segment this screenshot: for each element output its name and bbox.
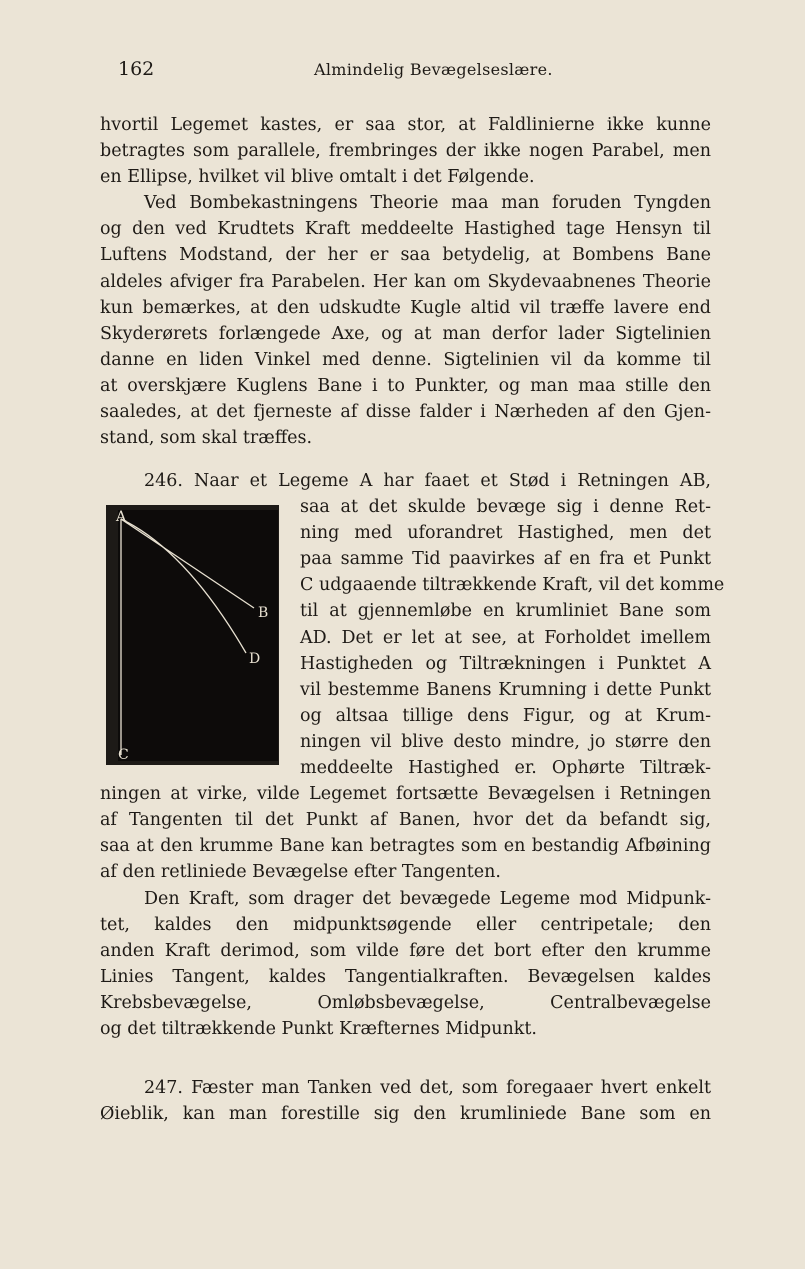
text-line: at overskjære Kuglens Bane i to Punkter, og man maa stille den — [100, 375, 711, 396]
text-line: saa at den krumme Bane kan betragtes som en bestandig Afbøining — [100, 836, 711, 857]
text-line: Hastigheden og Tiltrækningen i Punktet A — [300, 653, 711, 674]
text-line: anden Kraft derimod, som vilde føre det bort efter den krumme — [100, 940, 711, 961]
figure-svg — [106, 505, 279, 765]
text-line: ning med uforandret Hastighed, men det — [300, 523, 711, 544]
text-line: Krebsbevægelse, Omløbsbevægelse, Centralbevægelse — [100, 992, 711, 1013]
label-D: D — [249, 651, 261, 667]
text-line: vil bestemme Banens Krumning i dette Punkt — [300, 679, 711, 700]
text-line: Øieblik, kan man forestille sig den krumliniede Bane som en — [100, 1104, 711, 1125]
text-line: tet, kaldes den midpunktsøgende eller centripetale; den — [100, 914, 711, 935]
text-line: stand, som skal træffes. — [100, 428, 313, 449]
text-line: C udgaaende tiltrækkende Kraft, vil det komme — [300, 575, 725, 596]
figure-field — [118, 510, 278, 761]
page-number: 162 — [118, 58, 155, 80]
text-line: Luftens Modstand, der her er saa betydelig, at Bombens Bane — [100, 245, 711, 266]
central-force-figure — [106, 505, 279, 765]
text-line: AD. Det er let at see, at Forholdet imellem — [300, 627, 711, 648]
text-line: Skyderørets forlængede Axe, og at man derfor lader Sigtelinien — [100, 323, 711, 344]
text-line: Linies Tangent, kaldes Tangentialkraften. Bevægelsen kaldes — [100, 966, 711, 987]
text-line: til at gjennemløbe en krumliniet Bane som — [300, 601, 711, 622]
text-line: og det tiltrækkende Punkt Kræfternes Midpunkt. — [100, 1018, 537, 1039]
text-line: ningen at virke, vilde Legemet fortsætte Bevægelsen i Retningen — [100, 784, 711, 805]
paragraph-ellipse-bomb — [100, 112, 711, 451]
text-line: saaledes, at det fjerneste af disse falder i Nærheden af den Gjen- — [100, 402, 711, 423]
text-line: saa at det skulde bevæge sig i denne Ret- — [300, 497, 711, 518]
text-line: danne en liden Vinkel med denne. Sigtelinien vil da komme til — [100, 349, 711, 370]
text-line: af Tangenten til det Punkt af Banen, hvor det da befandt sig, — [100, 810, 711, 831]
text-line: hvortil Legemet kastes, er saa stor, at Faldlinierne ikke kunne — [100, 115, 711, 135]
text-line: ningen vil blive desto mindre, jo større den — [300, 731, 711, 752]
text-line: og den ved Krudtets Kraft meddeelte Hastighed tage Hensyn til — [100, 219, 711, 240]
text-line: betragtes som parallele, frembringes der ikke nogen Parabel, men — [100, 141, 711, 162]
running-title: Almindelig Bevægelseslære. — [314, 60, 553, 79]
label-B: B — [258, 605, 269, 621]
section-247-start: 247. Fæster man Tanken ved det, som foregaaer hvert enkelt — [144, 1078, 711, 1098]
page-header — [118, 58, 709, 86]
text-line: meddeelte Hastighed er. Ophørte Tiltræk- — [300, 758, 711, 779]
text-line: Den Kraft, som drager det bevægede Legeme mod Midpunk- — [144, 888, 711, 909]
text-line: kun bemærkes, at den udskudte Kugle altid vil træffe lavere end — [100, 297, 711, 318]
text-line: og altsaa tillige dens Figur, og at Krum- — [300, 705, 711, 726]
section-246-start: 246. Naar et Legeme A har faaet et Stød i Retningen AB, — [144, 471, 711, 491]
text-line: aldeles afviger fra Parabelen. Her kan om Skydevaabnenes Theorie — [100, 271, 711, 292]
text-line: Ved Bombekastningens Theorie maa man foruden Tyngden — [144, 193, 711, 214]
text-line: en Ellipse, hvilket vil blive omtalt i det Følgende. — [100, 167, 535, 188]
label-C: C — [118, 747, 129, 763]
text-line: af den retliniede Bevægelse efter Tangenten. — [100, 862, 501, 883]
text-line: paa samme Tid paavirkes af en fra et Punkt — [300, 549, 711, 570]
paragraph-247 — [100, 1075, 711, 1127]
label-A: A — [116, 509, 127, 525]
